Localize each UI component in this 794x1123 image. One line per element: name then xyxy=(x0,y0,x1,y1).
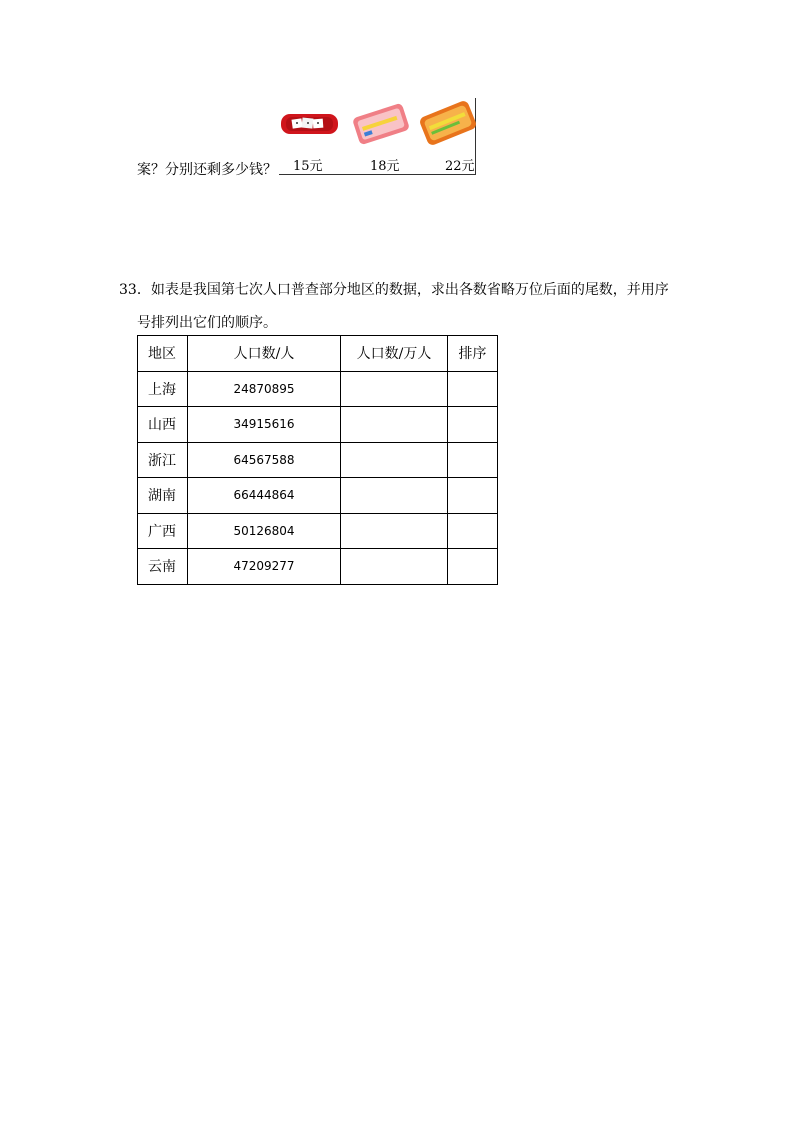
pink-pencil-case-icon xyxy=(352,100,410,152)
header-population-wan: 人口数/万人 xyxy=(341,336,448,372)
wan-answer-cell[interactable] xyxy=(341,513,448,549)
wan-answer-cell[interactable] xyxy=(341,407,448,443)
wan-answer-cell[interactable] xyxy=(341,442,448,478)
region-cell: 上海 xyxy=(138,371,188,407)
price-label: 22元 xyxy=(445,159,475,174)
rank-answer-cell[interactable] xyxy=(448,549,498,585)
table-row xyxy=(138,442,498,478)
population-cell: 24870895 xyxy=(188,371,341,407)
rank-answer-cell[interactable] xyxy=(448,407,498,443)
region-cell: 广西 xyxy=(138,513,188,549)
header-rank: 排序 xyxy=(448,336,498,372)
table-row xyxy=(138,478,498,514)
population-cell: 50126804 xyxy=(188,513,341,549)
table-row xyxy=(138,513,498,549)
rank-answer-cell[interactable] xyxy=(448,513,498,549)
answer-line xyxy=(279,174,476,175)
table-row xyxy=(138,549,498,585)
price-label: 18元 xyxy=(370,159,400,174)
question-32-text: 案？分别还剩多少钱？ xyxy=(137,162,277,178)
region-cell: 浙江 xyxy=(138,442,188,478)
rank-answer-cell[interactable] xyxy=(448,442,498,478)
population-cell: 66444864 xyxy=(188,478,341,514)
price-label: 15元 xyxy=(293,159,323,174)
wan-answer-cell[interactable] xyxy=(341,549,448,585)
table-header-row xyxy=(138,336,498,372)
population-cell: 47209277 xyxy=(188,549,341,585)
region-cell: 云南 xyxy=(138,549,188,585)
region-cell: 湖南 xyxy=(138,478,188,514)
header-region: 地区 xyxy=(138,336,188,372)
wan-answer-cell[interactable] xyxy=(341,371,448,407)
question-33-line-1: 33．如表是我国第七次人口普查部分地区的数据，求出各数省略万位后面的尾数，并用序 xyxy=(119,282,669,298)
question-33-line-2: 号排列出它们的顺序。 xyxy=(137,315,277,331)
rank-answer-cell[interactable] xyxy=(448,371,498,407)
header-population: 人口数/人 xyxy=(188,336,341,372)
table-row xyxy=(138,371,498,407)
population-cell: 34915616 xyxy=(188,407,341,443)
rank-answer-cell[interactable] xyxy=(448,478,498,514)
white-pencil-case-icon xyxy=(280,112,340,140)
population-table xyxy=(137,335,498,585)
region-cell: 山西 xyxy=(138,407,188,443)
wan-answer-cell[interactable] xyxy=(341,478,448,514)
population-cell: 64567588 xyxy=(188,442,341,478)
orange-pencil-case-icon xyxy=(420,98,476,152)
table-row xyxy=(138,407,498,443)
